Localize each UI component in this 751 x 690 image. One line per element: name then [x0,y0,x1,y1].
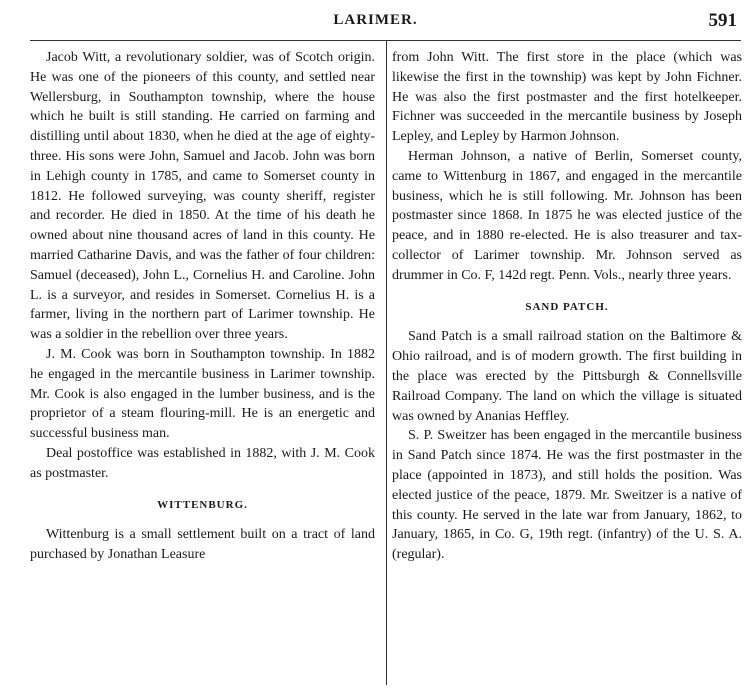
right-column [392,48,742,565]
paragraph-sand-patch: Sand Patch is a small railroad station on the Baltimore & Ohio railroad, and is of modern growth. The first building in the place was erected by the Pittsburgh & Connellsville Railroad Company. The land on which the village is situated was owned by Ananias Heffley. [392,329,742,424]
paragraph-wittenburg-continued: from John Witt. The first store in the place (which was likewise the first in the township) was kept by John Fichner. He was also the first postmaster and the first hotelkeeper. Fichner was succeeded in the mercantile business by Joseph Lepley, and Lepley by Harmon Johnson. [392,50,742,145]
paragraph-herman-johnson: Herman Johnson, a native of Berlin, Somerset county, came to Wittenburg in 1867, and engaged in the mercantile business, which he is still following. Mr. Johnson has been postmaster since 1868. In 1875 he was elected justice of the peace, and in 1880 re-elected. He is also treasurer and tax-collector of Larimer township. Mr. Johnson served as drummer in Co. F, 142d regt. Penn. Vols., nearly three years. [392,148,742,283]
page-number: 591 [708,10,737,31]
paragraph-jm-cook: J. M. Cook was born in Southampton township. In 1882 he engaged in the mercantile business in Larimer township. Mr. Cook is also engaged in the lumber business, and is the proprietor of a steam flouring-mill. He is an energetic and successful business man. [30,346,375,442]
column-divider [386,40,387,685]
paragraph-jacob-witt: Jacob Witt, a revolutionary soldier, was of Scotch origin. He was one of the pioneers of this county, and settled near Wellersburg, in Southampton township, where the house which he built is still standing. He carried on farming and distilling until about 1830, when he died at the age of eighty-three. His sons were John, Samuel and Jacob. John was born in Lehigh county in 1785, and came to Somerset county in 1812. He followed surveying, was county sheriff, register and recorder. He died in 1850. At the time of his death he owned about nine thousand acres of land in this county. He married Catharine Davis, and was the father of four children: Samuel (deceased), John L., Cornelius H. and Caroline. John L. is a surveyor, and resides in Somerset. Cornelius H. is a farmer, living in the northern part of Larimer township. He was a soldier in the rebellion over three years. [30,50,375,343]
page-header [0,0,751,40]
running-head: LARIMER. [333,12,418,28]
paragraph-deal-postoffice: Deal postoffice was established in 1882, with J. M. Cook as postmaster. [30,445,375,481]
paragraph-sp-sweitzer: S. P. Sweitzer has been engaged in the mercantile business in Sand Patch since 1874. He was the first postmaster in the place (appointed in 1873), and still holds the position. Was elected justice of the peace, 1879. Mr. Sweitzer is a native of this county. He served in the late war from January, 1862, to January, 1865, in Co. G, 19th regt. (infantry) of the U. S. A. (regular). [392,428,742,563]
left-column [30,48,375,565]
paragraph-wittenburg: Wittenburg is a small settlement built on a tract of land purchased by Jonathan Leasure [30,527,375,563]
section-heading-wittenburg: WITTENBURG. [157,498,248,511]
section-heading-sand-patch: SAND PATCH. [525,300,609,313]
